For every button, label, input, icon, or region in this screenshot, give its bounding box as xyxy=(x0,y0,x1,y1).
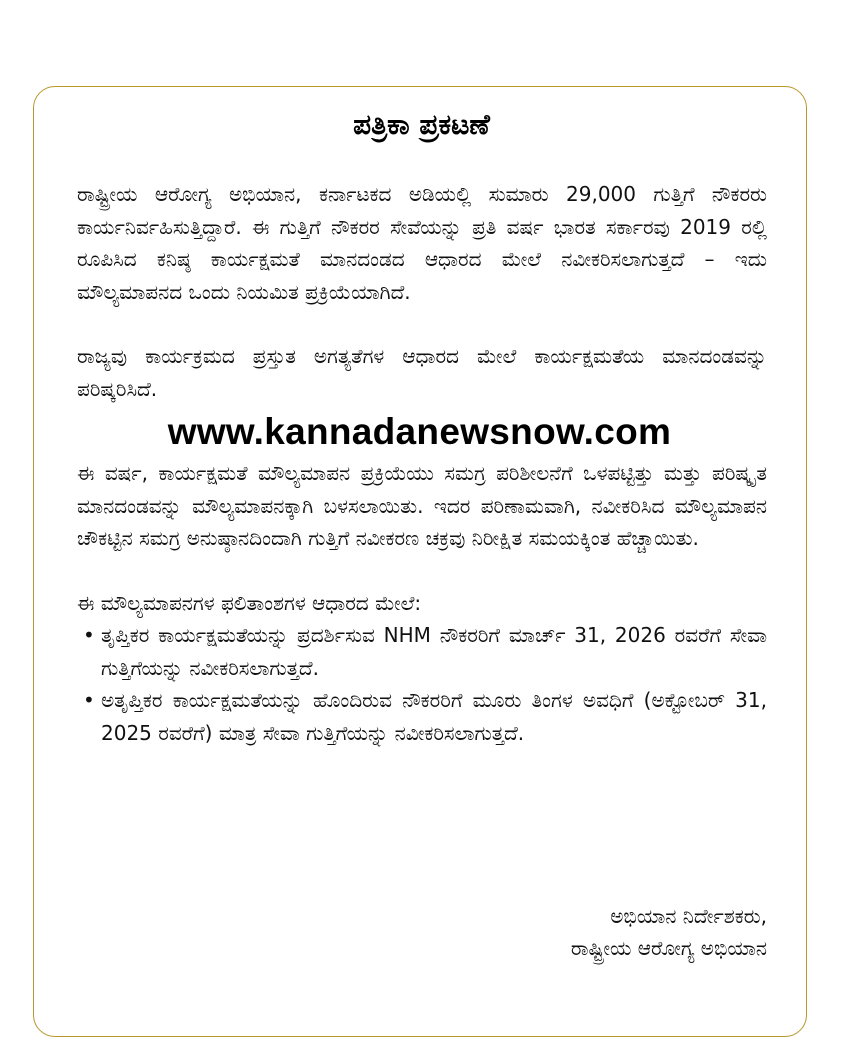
list-item xyxy=(83,619,767,684)
paragraph-revision: ರಾಜ್ಯವು ಕಾರ್ಯಕ್ರಮದ ಪ್ರಸ್ತುತ ಅಗತ್ಯತೆಗಳ ಆಧಾರದ ಮೇಲೆ ಕಾರ್ಯಕ್ಷಮತೆಯ ಮಾನದಂಡವನ್ನು ಪರಿಷ್ಕರಿಸಿದೆ. xyxy=(77,344,767,401)
signature-block xyxy=(571,900,767,964)
results-list xyxy=(77,619,767,749)
paragraph-evaluation: ಈ ವರ್ಷ, ಕಾರ್ಯಕ್ಷಮತೆ ಮೌಲ್ಯಮಾಪನ ಪ್ರಕ್ರಿಯೆಯು ಸಮಗ್ರ ಪರಿಶೀಲನೆಗೆ ಒಳಪಟ್ಟಿತ್ತು ಮತ್ತು ಪರಿಷ್ಕೃತ ಮಾನದಂಡವನ್ನು ಮೌಲ್ಯಮಾಪನಕ್ಕಾಗಿ ಬಳಸಲಾಯಿತು. ಇದರ ಪರಿಣಾಮವಾಗಿ, ನವೀಕರಿಸಿದ ಮೌಲ್ಯಮಾಪನ ಚೌಕಟ್ಟಿನ ಸಮಗ್ರ ಅನುಷ್ಠಾನದಿಂದಾಗಿ ಗುತ್ತಿಗೆ ನವೀಕರಣ ಚಕ್ರವು ನಿರೀಕ್ಷಿತ ಸಮಯಕ್ಕಿಂತ ಹೆಚ್ಚಾಯಿತು. xyxy=(77,461,767,550)
signatory-organization: ರಾಷ್ಟ್ರೀಯ ಆರೋಗ್ಯ ಅಭಿಯಾನ xyxy=(570,936,767,960)
list-item-text: ಅತೃಪ್ತಿಕರ ಕಾರ್ಯಕ್ಷಮತೆಯನ್ನು ಹೊಂದಿರುವ ನೌಕರರಿಗೆ ಮೂರು ತಿಂಗಳ ಅವಧಿಗೆ (ಅಕ್ಟೋಬರ್ 31, 2025 ರವರೆಗೆ) ಮಾತ್ರ ಸೇವಾ ಗುತ್ತಿಗೆಯನ್ನು ನವೀಕರಿಸಲಾಗುತ್ತದೆ. xyxy=(101,688,767,745)
press-release-title: ಪತ್ರಿಕಾ ಪ್ರಕಟಣೆ xyxy=(353,108,490,141)
paragraph-intro: ರಾಷ್ಟ್ರೀಯ ಆರೋಗ್ಯ ಅಭಿಯಾನ, ಕರ್ನಾಟಕದ ಅಡಿಯಲ್ಲಿ ಸುಮಾರು 29,000 ಗುತ್ತಿಗೆ ನೌಕರರು ಕಾರ್ಯನಿರ್ವಹಿಸುತ್ತಿದ್ದಾರೆ. ಈ ಗುತ್ತಿಗೆ ನೌಕರರ ಸೇವೆಯನ್ನು ಪ್ರತಿ ವರ್ಷ ಭಾರತ ಸರ್ಕಾರವು 2019 ರಲ್ಲಿ ರೂಪಿಸಿದ ಕನಿಷ್ಠ ಕಾರ್ಯಕ್ಷಮತೆ ಮಾನದಂಡದ ಆಧಾರದ ಮೇಲೆ ನವೀಕರಿಸಲಾಗುತ್ತದೆ – ಇದು ಮೌಲ್ಯಮಾಪನದ ಒಂದು ನಿಯಮಿತ ಪ್ರಕ್ರಿಯೆಯಾಗಿದೆ. xyxy=(77,182,767,304)
document-body xyxy=(77,178,767,749)
list-item-text: ತೃಪ್ತಿಕರ ಕಾರ್ಯಕ್ಷಮತೆಯನ್ನು ಪ್ರದರ್ಶಿಸುವ NHM ನೌಕರರಿಗೆ ಮಾರ್ಚ್ 31, 2026 ರವರೆಗೆ ಸೇವಾ ಗುತ್ತಿಗೆಯನ್ನು ನವೀಕರಿಸಲಾಗುತ್ತದೆ. xyxy=(101,623,767,680)
bullet-icon: • xyxy=(83,623,95,647)
list-item xyxy=(83,684,767,749)
website-watermark: www.kannadanewsnow.com xyxy=(167,411,672,452)
signatory-title: ಅಭಿಯಾನ ನಿರ್ದೇಶಕರು, xyxy=(610,904,767,928)
results-intro: ಈ ಮೌಲ್ಯಮಾಪನಗಳ ಫಲಿತಾಂಶಗಳ ಆಧಾರದ ಮೇಲೆ: xyxy=(77,590,422,615)
bullet-icon: • xyxy=(83,688,95,712)
